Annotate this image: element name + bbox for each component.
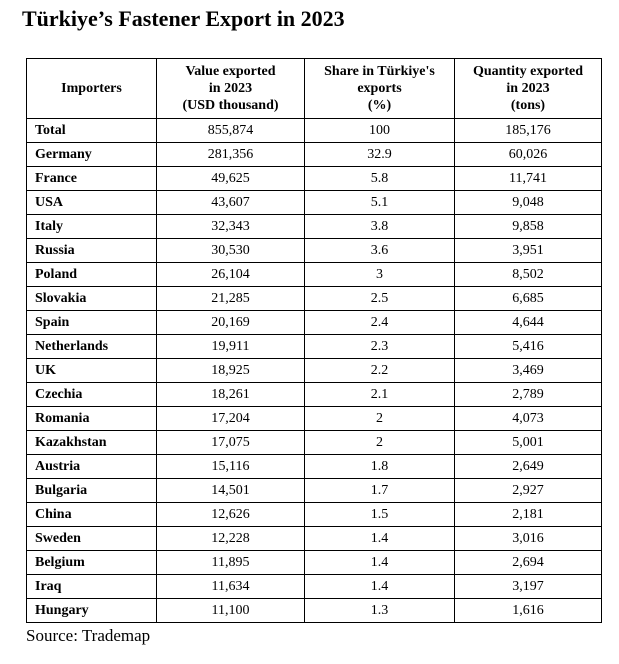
table-row — [27, 551, 602, 575]
cell-share: 1.7 — [305, 479, 455, 503]
cell-quantity: 2,649 — [455, 455, 602, 479]
cell-share: 32.9 — [305, 143, 455, 167]
cell-share: 2.2 — [305, 359, 455, 383]
cell-quantity: 3,951 — [455, 239, 602, 263]
cell-quantity: 60,026 — [455, 143, 602, 167]
export-table — [26, 58, 602, 623]
cell-value: 19,911 — [157, 335, 305, 359]
cell-importer: Sweden — [27, 527, 157, 551]
table-row — [27, 191, 602, 215]
cell-value: 12,228 — [157, 527, 305, 551]
cell-quantity: 9,048 — [455, 191, 602, 215]
cell-value: 15,116 — [157, 455, 305, 479]
cell-share: 2.1 — [305, 383, 455, 407]
cell-value: 11,100 — [157, 599, 305, 623]
cell-importer: Slovakia — [27, 287, 157, 311]
header-line: (tons) — [510, 98, 546, 113]
cell-value: 14,501 — [157, 479, 305, 503]
table-row — [27, 455, 602, 479]
header-value-exported — [157, 59, 305, 119]
header-line: exports — [357, 81, 402, 96]
cell-value: 49,625 — [157, 167, 305, 191]
cell-quantity: 4,644 — [455, 311, 602, 335]
cell-importer: Total — [27, 119, 157, 143]
cell-quantity: 1,616 — [455, 599, 602, 623]
table-row — [27, 407, 602, 431]
cell-share: 2 — [305, 431, 455, 455]
cell-share: 1.4 — [305, 527, 455, 551]
cell-value: 17,075 — [157, 431, 305, 455]
header-line: Importers — [61, 81, 122, 96]
cell-share: 2.5 — [305, 287, 455, 311]
cell-importer: Hungary — [27, 599, 157, 623]
cell-quantity: 2,789 — [455, 383, 602, 407]
cell-importer: Kazakhstan — [27, 431, 157, 455]
cell-importer: China — [27, 503, 157, 527]
cell-importer: Belgium — [27, 551, 157, 575]
cell-importer: France — [27, 167, 157, 191]
cell-value: 43,607 — [157, 191, 305, 215]
cell-share: 3.8 — [305, 215, 455, 239]
table-row — [27, 119, 602, 143]
table-row — [27, 287, 602, 311]
cell-value: 20,169 — [157, 311, 305, 335]
header-line: in 2023 — [506, 81, 550, 96]
cell-value: 11,634 — [157, 575, 305, 599]
header-row — [27, 59, 602, 119]
cell-quantity: 4,073 — [455, 407, 602, 431]
table-row — [27, 431, 602, 455]
cell-importer: Spain — [27, 311, 157, 335]
cell-value: 18,925 — [157, 359, 305, 383]
cell-quantity: 3,197 — [455, 575, 602, 599]
cell-importer: UK — [27, 359, 157, 383]
table-row — [27, 239, 602, 263]
cell-value: 26,104 — [157, 263, 305, 287]
header-line: Value exported — [185, 64, 276, 79]
cell-quantity: 185,176 — [455, 119, 602, 143]
cell-importer: USA — [27, 191, 157, 215]
table-row — [27, 479, 602, 503]
cell-share: 1.3 — [305, 599, 455, 623]
table-row — [27, 359, 602, 383]
table-row — [27, 527, 602, 551]
cell-quantity: 8,502 — [455, 263, 602, 287]
cell-quantity: 3,016 — [455, 527, 602, 551]
cell-share: 5.1 — [305, 191, 455, 215]
cell-value: 12,626 — [157, 503, 305, 527]
table-row — [27, 599, 602, 623]
cell-value: 32,343 — [157, 215, 305, 239]
cell-importer: Russia — [27, 239, 157, 263]
cell-value: 855,874 — [157, 119, 305, 143]
cell-value: 17,204 — [157, 407, 305, 431]
cell-value: 11,895 — [157, 551, 305, 575]
cell-importer: Italy — [27, 215, 157, 239]
cell-share: 2.4 — [305, 311, 455, 335]
cell-value: 30,530 — [157, 239, 305, 263]
header-quantity — [455, 59, 602, 119]
cell-quantity: 5,416 — [455, 335, 602, 359]
header-importers — [27, 59, 157, 119]
table-row — [27, 311, 602, 335]
table-row — [27, 503, 602, 527]
cell-share: 1.4 — [305, 551, 455, 575]
cell-share: 1.8 — [305, 455, 455, 479]
table-row — [27, 143, 602, 167]
source-note: Source: Trademap — [26, 626, 151, 645]
header-line: (USD thousand) — [182, 98, 279, 113]
cell-quantity: 9,858 — [455, 215, 602, 239]
cell-share: 2 — [305, 407, 455, 431]
cell-share: 3.6 — [305, 239, 455, 263]
page-title: Türkiye’s Fastener Export in 2023 — [22, 6, 345, 31]
cell-importer: Poland — [27, 263, 157, 287]
cell-share: 1.4 — [305, 575, 455, 599]
cell-share: 2.3 — [305, 335, 455, 359]
header-share — [305, 59, 455, 119]
cell-importer: Bulgaria — [27, 479, 157, 503]
cell-share: 100 — [305, 119, 455, 143]
cell-quantity: 2,694 — [455, 551, 602, 575]
table-row — [27, 167, 602, 191]
cell-importer: Romania — [27, 407, 157, 431]
cell-quantity: 2,927 — [455, 479, 602, 503]
header-line: in 2023 — [208, 81, 253, 96]
header-line: Quantity exported — [472, 64, 584, 79]
header-line: (%) — [367, 98, 392, 113]
table-row — [27, 215, 602, 239]
cell-quantity: 11,741 — [455, 167, 602, 191]
table-header — [27, 59, 602, 119]
table-body — [27, 119, 602, 623]
cell-importer: Germany — [27, 143, 157, 167]
cell-importer: Iraq — [27, 575, 157, 599]
cell-share: 3 — [305, 263, 455, 287]
cell-importer: Netherlands — [27, 335, 157, 359]
cell-importer: Czechia — [27, 383, 157, 407]
cell-quantity: 6,685 — [455, 287, 602, 311]
table-row — [27, 263, 602, 287]
cell-importer: Austria — [27, 455, 157, 479]
cell-quantity: 5,001 — [455, 431, 602, 455]
cell-quantity: 2,181 — [455, 503, 602, 527]
cell-share: 5.8 — [305, 167, 455, 191]
header-line: Share in Türkiye's — [324, 64, 435, 79]
table-row — [27, 335, 602, 359]
cell-quantity: 3,469 — [455, 359, 602, 383]
table-row — [27, 575, 602, 599]
cell-value: 21,285 — [157, 287, 305, 311]
cell-share: 1.5 — [305, 503, 455, 527]
cell-value: 281,356 — [157, 143, 305, 167]
table-row — [27, 383, 602, 407]
cell-value: 18,261 — [157, 383, 305, 407]
